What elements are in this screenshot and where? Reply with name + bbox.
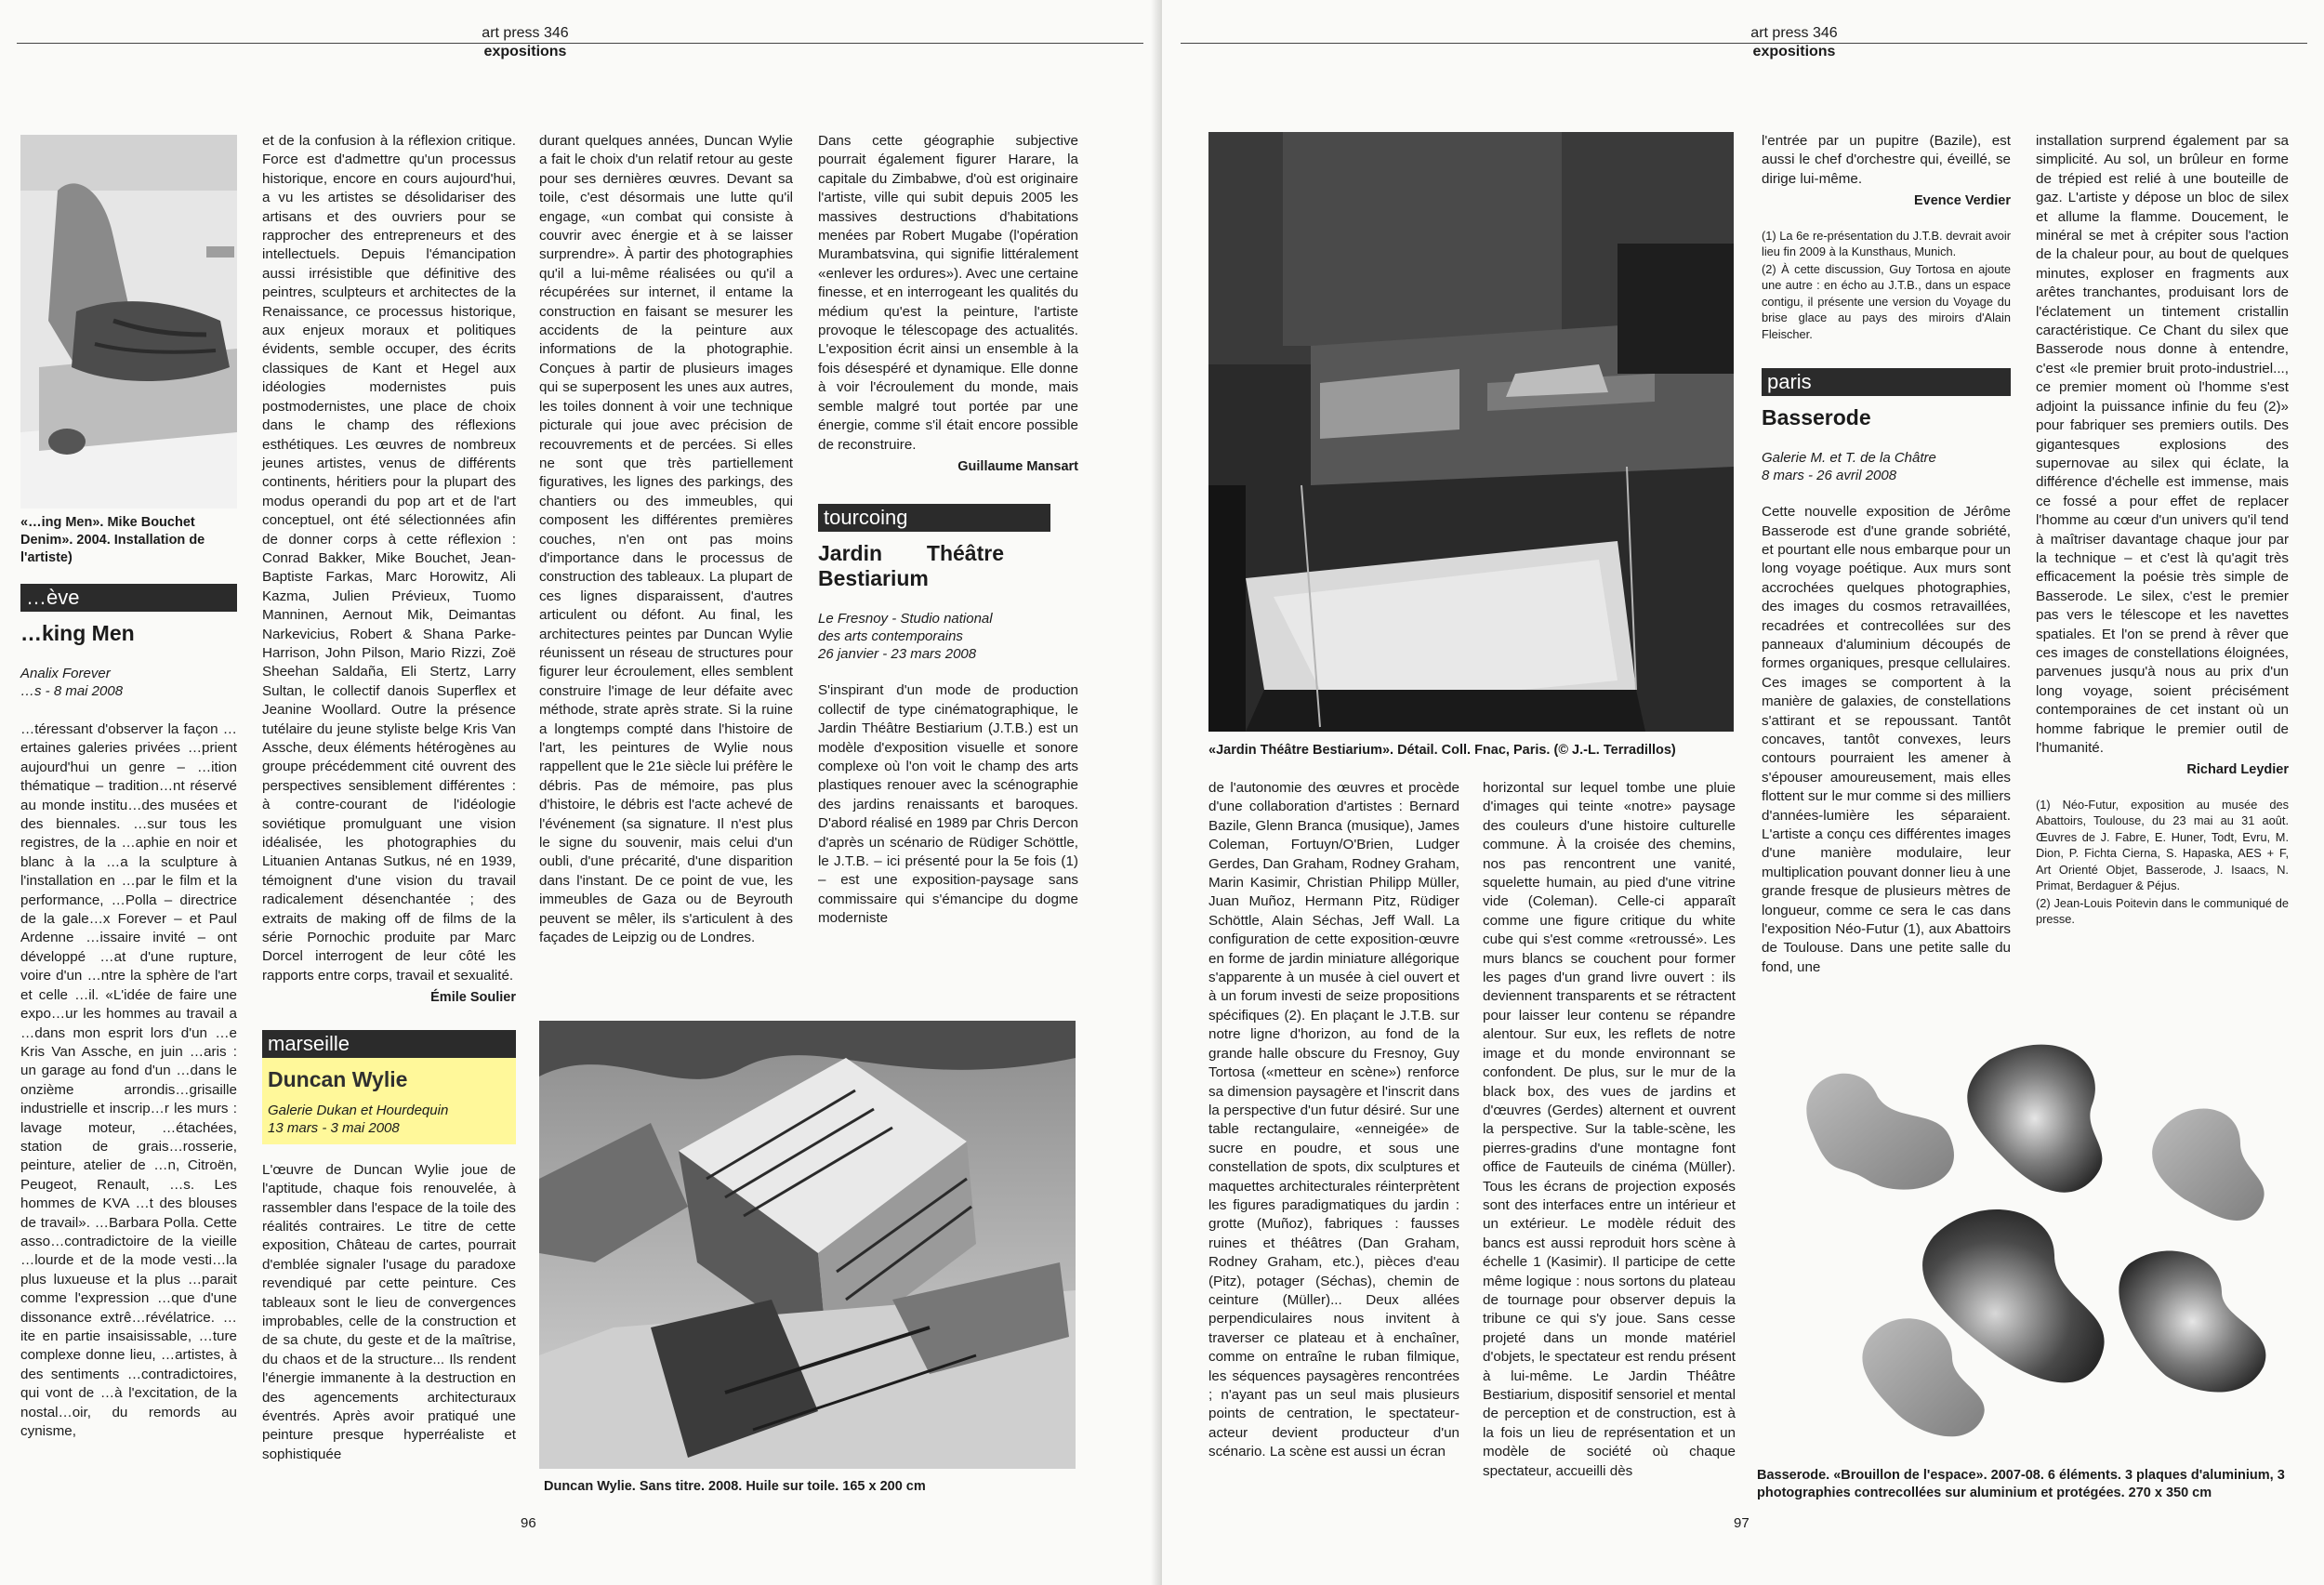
basserode-caption: Basserode. «Brouillon de l'espace». 2007-08. 6 éléments. 3 plaques d'aluminium, 3 photographies contrecollées sur aluminium et protégées. 270 x 350 cm bbox=[1757, 1468, 2285, 1500]
author-signature: Émile Soulier bbox=[430, 990, 516, 1006]
basserode-photo bbox=[1757, 1023, 2291, 1460]
article-title-basserode: Basserode bbox=[1762, 405, 1871, 430]
right-col4 bbox=[2036, 132, 2289, 929]
venue-dates: 26 janvier - 23 mars 2008 bbox=[818, 646, 977, 663]
article-title-duncan-wylie: Duncan Wylie bbox=[268, 1066, 408, 1091]
article-body-col4 bbox=[818, 132, 1078, 929]
body-text: …téressant d'observer la façon …ertaines galeries privées …prient aujourd'hui un genre – …ition thématique – tradition…nt réservé au monde institu…des musées et des biennales. …sur tous les registres, de la …aphie en noir et blanc à la …a la sculpture à l'installation en …par le film et la performance, …Polla – directrice de la gale…x Forever – et Paul Ardenne …issaire invité – ont développé …at d'une rupture, voire d'un …ntre la sphère de l'art et celle …il. «L'idée de faire une expo…ur les hommes au travail a …dans mon esprit lors d'un …e Kris Van Assche, en juin …aris : un garage au fond d'un …dans le onzième arrondis…grisaille industrielle et inscrip…r les murs : lavage moteur, …étachées, station de grais…rosserie, peinture, atelier de …n, Citroën, Peugeot, Renault, …s. Les hommes de KVA …t des blouses de travail». …Barbara Polla. Cette asso…contradictoire de la vieille …lourde et de la mode vesti…la plus luxueuse et la plus …parait comme l'expression …que d'une dissonance extrê…révélatrice. …ite en partie insaisissable, …ture complexe donne lieu, …artistes, à des sentiments …contradictoires, qui vont de …à l'excitation, de la nostal…oir, du remords au cynisme, bbox=[20, 721, 237, 1440]
header-rule bbox=[17, 43, 1143, 44]
author-signature: Richard Leydier bbox=[2186, 762, 2289, 778]
article-title-working-men: …king Men bbox=[20, 621, 135, 645]
venue-line: Galerie M. et T. de la Châtre bbox=[1762, 450, 1936, 467]
right-col3 bbox=[1762, 132, 2011, 977]
page-number: 96 bbox=[521, 1515, 536, 1531]
magazine-name: art press 346 bbox=[482, 25, 569, 41]
section-bar-paris: paris bbox=[1762, 368, 2011, 396]
venue-line: Galerie Dukan et Hourdequin bbox=[268, 1102, 449, 1118]
article-geneve bbox=[20, 584, 237, 719]
venue-line: Analix Forever bbox=[20, 666, 111, 681]
body-text: et de la confusion à la réflexion critique. Force est d'admettre qu'un processus historique, encore en cours aujourd'hui, a vu les artistes se désolidariser des artisans et des ouvriers pour se rapprocher des entrepreneurs et des intellectuels. Depuis l'émancipation aussi irrésistible que définitive des peintres, sculpteurs et architectes de la Renaissance, ce processus historique, aux enjeux moraux et politiques évidents, semble occuper, des écrits classiques de Kant et Hegel aux idéologies modernistes puis postmodernistes, une place de choix dans le champ des réflexions esthétiques. Les œuvres de nombreux jeunes artistes, venus de différents continents, héritiers pour la plupart des modus operandi du pop art et de l'art conceptuel, ont été sélectionnées afin de donner corps à cette réflexion : Conrad Bakker, Mike Bouchet, Jean-Baptiste Farkas, Marc Horowitz, Ali Kazma, Julien Prévieux, Tuomo Manninen, Aernout Mik, Deimantas Narkevicius, Robert & Shana Parke-Harrison, John Pilson, Mario Rizzi, Zoë Sheehan Saldaña, Eli Stertz, Larry Sultan, le collectif danois Superflex et Jeanine Woollard. Outre la présence tutélaire du jeune styliste belge Kris Van Assche, deux éléments hétérogènes au groupe précédemment cité ouvrent des perspectives sensiblement différentes : à contre-courant de l'idéologie soviétique promulguant une vision idéalisée, les photographies du Lituanien Antanas Sutkus, né en 1939, témoignent d'une vision du travail radicalement désenchantée ; des extraits de making off de films de la série Pornochic produite par Marc Dorcel interrogent de leur côté les rapports entre corps, travail et sexualité. bbox=[262, 133, 516, 984]
venue-dates: 8 mars - 26 avril 2008 bbox=[1762, 468, 1897, 484]
body-text: Cette nouvelle exposition de Jérôme Basserode est d'une grande sobriété, et pourtant elle nous embarque pour un long voyage poétique. Aux murs sont accrochées quelques photographies, des images du cosmos retravaillées, recadrées et contrecollées sur des panneaux d'aluminium découpés de formes organiques, presque cellulaires. Ces images se comportent à la manière de galaxies, de constellations s'attirant et se repoussant. Tantôt concaves, tantôt convexes, leurs contours pourraient les amener à s'épouser amoureusement, mais elles flottent sur le mur comme si des milliers d'années-lumière les séparaient. L'artiste a conçu ces différentes images d'une manière modulaire, leur multiplication pouvant donner lieu à une grande fresque de plusieurs mètres de longueur, comme ce sera le cas dans l'exposition Néo-Futur (1), aux Abattoirs de Toulouse. Dans une petite salle du fond, une bbox=[1762, 504, 2011, 975]
venue-info bbox=[268, 1102, 510, 1137]
body-text: L'œuvre de Duncan Wylie joue de l'aptitude, chaque fois renouvelée, à rassembler dans l'espace de la toile des réalités contraires. Le titre de cette exposition, Château de cartes, pourrait d'emblée signaler l'usage du paradoxe revendiqué par cette peinture. Ces tableaux sont le lieu de convergences improbables, celle de la construction et de sa chute, du geste et de la maîtrise, du chaos et de la structure... Ils rendent l'énergie immanente à la destruction en des agencements architecturaux éventrés. Après avoir pratiqué une peinture presque hyperréaliste et sophistiquée bbox=[262, 1161, 516, 1462]
section-bar-tourcoing: tourcoing bbox=[818, 504, 1050, 532]
author-signature: Guillaume Mansart bbox=[957, 458, 1078, 474]
article-body-col2 bbox=[262, 132, 516, 1464]
installation-photo-caption: «…ing Men». Mike Bouchet Denim». 2004. Installation de l'artiste) bbox=[20, 515, 205, 565]
venue-info bbox=[1762, 449, 2011, 484]
page-number: 97 bbox=[1734, 1515, 1750, 1531]
body-text: durant quelques années, Duncan Wylie a fait le choix d'un relatif retour au geste pour ses dernières œuvres. Devant sa toile, c'est désormais une lutte qu'il engage, «un combat qui consiste à couvrir avec énergie et à se laisser surprendre». À partir des photographies qu'il a lui-même réalisées ou qu'il a récupérées sur internet, il entame la construction en faisant se mesurer les accidents de la peinture aux informations de la photographie. Conçues à partir de plusieurs images qui se superposent les unes aux autres, les toiles donnent à voir une technique picturale qui joue avec précision de recouvrements et de percées. Si elles ne sont que très partiellement figuratives, les lignes des parkings, des chantiers ou des immeubles, qui composent les différentes premières couches, n'en ont pas moins d'importance dans le processus de construction des tableaux. La plupart de ces lignes disparaissent, d'autres articulent ou défont. Au final, les architectures peintes par Duncan Wylie réunissent un réseau de structures pour figurer leur écroulement, elles semblent construire l'image de leur défaite avec méthode, strate après strate. Si la ruine a longtemps compté dans l'histoire de l'art, les peintures de Wylie nous rappellent que le 21e siècle lui préfère le débris. Pas de mémoire, pas plus d'histoire, le débris est l'acte achevé de l'événement (sa signature. Il n'est plus le signe du souvenir, mais celui d'un oubli, d'une précarité, d'une disparition dans l'instant. De ce point de vue, les immeubles de Gaza ou de Beyrouth peuvent se mêler, ils s'articulent à des façades de Leipzig ou de Londres. bbox=[539, 133, 793, 946]
footnote: (2) À cette discussion, Guy Tortosa en ajoute une autre : en écho au J.T.B., dans un espace contigu, il présente une version du Voyage du brise glace au pays des miroirs d'Alain Fleischer. bbox=[1762, 261, 2011, 341]
section-bar-geneve: …ève bbox=[20, 584, 237, 612]
installation-photo bbox=[20, 135, 237, 509]
article-body-col3 bbox=[539, 132, 793, 1024]
footnote: (1) Néo-Futur, exposition au musée des Abattoirs, Toulouse, du 23 mai au 31 août. Œuvres de J. Fabre, E. Huner, Todt, Evru, M. Dion, P. Fichta Cierna, S. Hapaska, AES + F, Art Orienté Objet, Basserode, J. Isaacs, N. Primat, Berdaguer & Péjus. bbox=[2036, 797, 2289, 893]
section-name: expositions bbox=[1752, 44, 1836, 59]
venue-info bbox=[818, 610, 1078, 663]
venue-info bbox=[20, 665, 237, 700]
body-text: Dans cette géographie subjective pourrait également figurer Harare, la capitale du Zimbabwe, d'où est originaire l'artiste, ville qui subit depuis 2005 les massives destructions d'habitations menées par Robert Mugabe (l'opération Murambatsvina, qui signifie littéralement «enlever les ordures»). Avec une certaine finesse, et en interrogeant les qualités du médium qu'est la peinture, l'artiste provoque le télescopage des actualités. L'exposition écrit ainsi un ensemble à la fois désespéré et dynamique. Elle donne à voir l'écroulement du monde, mais semble malgré tout portée par une énergie, comme s'il était encore possible de reconstruire. bbox=[818, 133, 1079, 453]
duncan-wylie-header bbox=[262, 1030, 516, 1144]
footnote: (2) Jean-Louis Poitevin dans le communiqué de presse. bbox=[2036, 895, 2289, 927]
body-text: l'entrée par un pupitre (Bazile), est aussi le chef d'orchestre qui, éveillé, se dirige lui-même. bbox=[1762, 133, 2011, 187]
body-text: horizontal sur lequel tombe une pluie d'images qui teinte «notre» paysage des couleurs d'une histoire culturelle commune. À la croisée des chemins, nos pas rencontrent une vanité, squelette humain, au pied d'une vitrine vide (Coleman). Celle-ci apparaît comme une figure critique du white cube qui s'est comme «retroussé». Les murs blancs se couchent pour former les pages d'un grand livre ouvert : ils deviennent transparents et se rétractent pour laisser leur contenu se répandre alentour. Sur eux, les reflets de notre image et du monde environnant se confondent. De plus, sur le mur de la black box, des vues de jardins et d'œuvres (Gerdes) alternent et ouvrent la perspective. Sur la table-scène, les pierres-gradins d'une montagne font office de Fauteuils de cinéma (Müller). Tous les écrans de projection exposés sont des interfaces entre un intérieur et un extérieur. Le modèle réduit des bancs est aussi reproduit hors scène à échelle 1 (Kasimir). Il participe de cette même logique : nous sortons du plateau de tournage pour observer depuis la tribune ce qui s'y joue. Sans cesse projeté dans un monde matériel d'objets, le spectateur est rendu présent à lui-même. Le Jardin Théâtre Bestiarium, dispositif sensoriel et mental de perception et de construction, est à la fois un lieu de représentation et un modèle de société où chaque spectateur, accueilli dès bbox=[1483, 780, 1736, 1479]
venue-line: Le Fresnoy - Studio national bbox=[818, 611, 993, 627]
footnotes-jtb bbox=[1762, 228, 2011, 343]
article-title-jardin-theatre: Jardin Théâtre Bestiarium bbox=[818, 541, 1004, 591]
magazine-name: art press 346 bbox=[1750, 25, 1838, 41]
section-name: expositions bbox=[483, 44, 567, 59]
venue-dates: …s - 8 mai 2008 bbox=[20, 683, 124, 699]
jtb-body-col2 bbox=[1483, 779, 1736, 1509]
duncan-wylie-painting bbox=[539, 1021, 1076, 1469]
jtb-body-col1 bbox=[1208, 779, 1459, 1509]
article-body-col1 bbox=[20, 720, 237, 1506]
right-page bbox=[1162, 0, 2324, 1585]
section-bar-marseille: marseille bbox=[262, 1030, 516, 1058]
body-text: de l'autonomie des œuvres et procède d'une collaboration d'artistes : Bernard Bazile, Glenn Branca (musique), James Coleman, Fortuyn/O'Brien, Ludger Gerdes, Dan Graham, Rodney Graham, Marin Kasimir, Christian Philipp Müller, Juan Muñoz, Hermann Pitz, Rüdiger Schöttle, Alain Séchas, Jeff Wall. La configuration de cette exposition-œuvre en forme de jardin miniature allégorique s'apparente à un musée à ciel ouvert et à un forum investi de seize propositions spécifiques (2). En plaçant le J.T.B. sur notre ligne d'horizon, au fond de la grande halle obscure du Fresnoy, Guy Tortosa («metteur en scène») renforce sa dimension paysagère et l'inscrit dans la perspective d'un futur désiré. Sur une table rectangulaire, «enneigée» de sucre en poudre, et sous une constellation de spots, dix sculptures et maquettes architecturales réinterprètent les figures paradigmatiques du jardin : grotte (Muñoz), fabriques : fausses ruines et théâtres (Dan Graham, Rodney Graham, etc.), pièces d'eau (Pitz), potager (Séchas), chemin de ceinture (Müller)... Deux allées perpendiculaires nous invitent à traverser ce plateau et à enchaîner, comme on entraîne le ruban filmique, les séquences paysagères rencontrées ; n'ayant pas un seul mais plusieurs points de centration, le spectateur-acteur devient producteur d'un scénario. La scène est aussi un écran bbox=[1208, 780, 1459, 1460]
venue-dates: 13 mars - 3 mai 2008 bbox=[268, 1119, 400, 1136]
jardin-theatre-photo bbox=[1208, 132, 1734, 732]
author-signature: Evence Verdier bbox=[1914, 193, 2011, 209]
footnote: (1) La 6e re-présentation du J.T.B. devrait avoir lieu fin 2009 à la Kunsthaus, Munich. bbox=[1762, 228, 2011, 259]
body-text: S'inspirant d'un mode de production collectif de type cinématographique, le Jardin Théâtre Bestiarium (J.T.B.) est un modèle d'exposition visuelle et sonore complexe où l'on voit le champ des arts plastiques renouer avec la scénographie des jardins renaissants et baroques. D'abord réalisé en 1989 par Chris Dercon d'après un scénario de Rüdiger Schöttle, le J.T.B. – ici présenté pour la 5e fois (1) – est une exposition-paysage sans commissaire qui s'émancipe du dogme moderniste bbox=[818, 682, 1078, 927]
header-rule bbox=[1181, 43, 2307, 44]
venue-line: des arts contemporains bbox=[818, 628, 963, 645]
footnotes-basserode bbox=[2036, 797, 2289, 928]
painting-caption: Duncan Wylie. Sans titre. 2008. Huile sur toile. 165 x 200 cm bbox=[544, 1479, 926, 1494]
jardin-theatre-caption: «Jardin Théâtre Bestiarium». Détail. Coll. Fnac, Paris. (© J.-L. Terradillos) bbox=[1208, 743, 1676, 758]
body-text: installation surprend également par sa simplicité. Au sol, un brûleur en forme de trépied est relié à une bouteille de gaz. L'artiste y dépose un bloc de silex et allume la flamme. Doucement, le minéral se met à crépiter sous l'action de la chaleur pour, au bout de quelques minutes, exploser en fragments aux arêtes tranchantes, produisant lors de l'éclatement un tintement cristallin caractéristique. Ce Chant du silex que Basserode nous donne à entendre, c'est «le premier bruit proto-industriel..., ce premier moment où l'homme s'est adjoint la puissance infinie du feu (2)» pour fabriquer ses premiers outils. Des gigantesques explosions des supernovae au silex qui éclate, la différence d'échelle est immense, mais ce fossé a pour effet de replacer l'homme au cœur d'un univers qu'il tend à maîtriser davantage chaque jour par la technique – et c'est là qu'agit très efficacement la poésie très simple de Basserode. Le silex, c'est le premier pas vers le télescope et les navettes spatiales. Et l'on se prend à rêver que ces images de constellations éloignées, parvenues jusqu'à nous au prix d'un long voyage, soient précisément contemporaines de cet instant où un homme fabrique le premier outil de l'humanité. bbox=[2036, 133, 2289, 756]
